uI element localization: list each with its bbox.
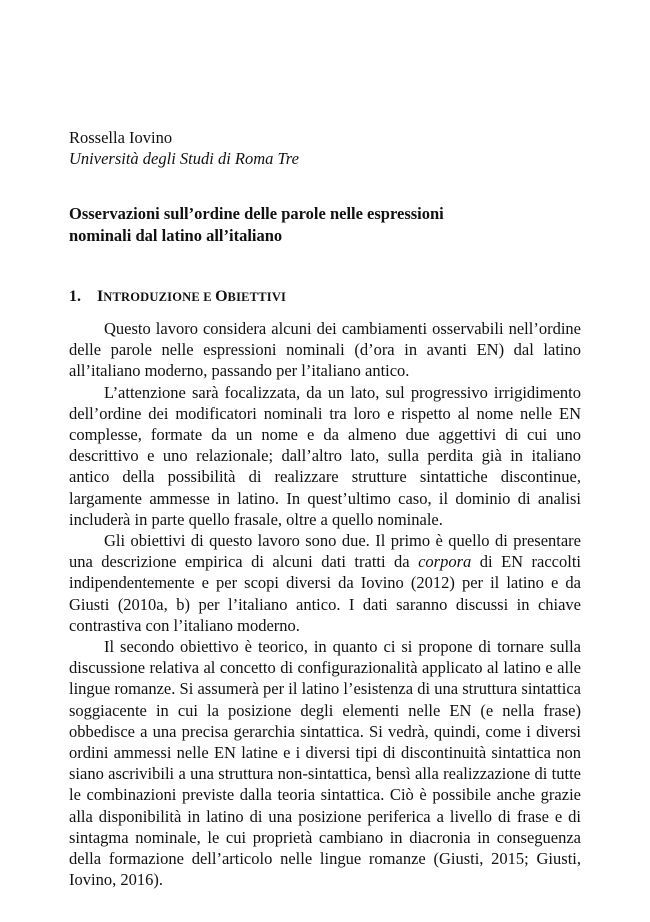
paragraph-3-italic-term: corpora [418, 552, 472, 572]
paper-title [69, 203, 581, 246]
paragraph-2: L’attenzione sarà focalizzata, da un lato, sul progressivo irrigidimento dell’ordine dei modificatori nominali tra loro e rispetto al nome nelle EN complesse, formate da un nome e da almeno due aggettivi di cui uno descrittivo e uno relazionale; dall’altro lato, sulla perdita già in italiano antico della possibilità di realizzare strutture sintattiche discontinue, largamente ammesse in latino. In quest’ultimo caso, il dominio di analisi includerà in parte quello frasale, oltre a quello nominale. [69, 382, 581, 529]
paper-title-line-1: Osservazioni sull’ordine delle parole nelle espressioni [69, 204, 444, 223]
section-heading-initial-2: O [215, 288, 228, 305]
section-number: 1. [69, 288, 81, 305]
paragraph-4: Il secondo obiettivo è teorico, in quanto ci si propone di tornare sulla discussione relativa al concetto di configurazionalità applicato al latino e alle lingue romanze. Si assumerà per il latino l’esistenza di una struttura sintattica soggiacente in cui la posizione degli elementi nelle EN (e nella frase) obbedisce a una precisa gerarchia sintattica. Si vedrà, quindi, come i diversi ordini ammessi nelle EN latine e i diversi tipi di discontinuità sintattica non siano ascrivibili a una struttura non-sintattica, bensì alla realizzazione di tutte le combinazioni previste dalla teoria sintattica. Ciò è possibile anche grazie alla disponibilità in latino di una posizione periferica a livello di frase e di sintagma nominale, le cui proprietà cambiano in diacronia in conseguenza della formazione dell’articolo nelle lingue romanze (Giusti, 2015; Giusti, Iovino, 2016). [69, 637, 581, 890]
section-heading-rest-1: NTRODUZIONE E [103, 290, 216, 304]
section-heading-rest-2: BIETTIVI [227, 290, 287, 304]
document-page [69, 127, 581, 890]
paragraph-3-part-2: di EN raccolti indipendentemente e per scopi diversi da Iovino (2012) per il latino e da Giusti (2010a, b) per l’italiano antico. I dati saranno discussi in chiave contrastiva con l’italiano moderno. [69, 552, 582, 635]
author-name: Rossella Iovino [69, 128, 173, 147]
author-affiliation: Università degli Studi di Roma Tre [69, 149, 299, 168]
paragraph-1: Questo lavoro considera alcuni dei cambiamenti osservabili nell’ordine delle parole nelle espressioni nominali (d’ora in avanti EN) dal latino all’italiano moderno, passando per l’italiano antico. [69, 319, 581, 381]
paragraph-3-part-1: Gli obiettivi di questo lavoro sono due. Il primo è quello di presentare una descrizione empirica di alcuni dati tratti da [69, 531, 581, 572]
paper-title-line-2: nominali dal latino all’italiano [69, 225, 283, 245]
section-heading-initial-1: I [97, 288, 104, 305]
section-body [69, 318, 581, 890]
paragraph-3 [69, 530, 581, 636]
section-heading [69, 287, 581, 307]
